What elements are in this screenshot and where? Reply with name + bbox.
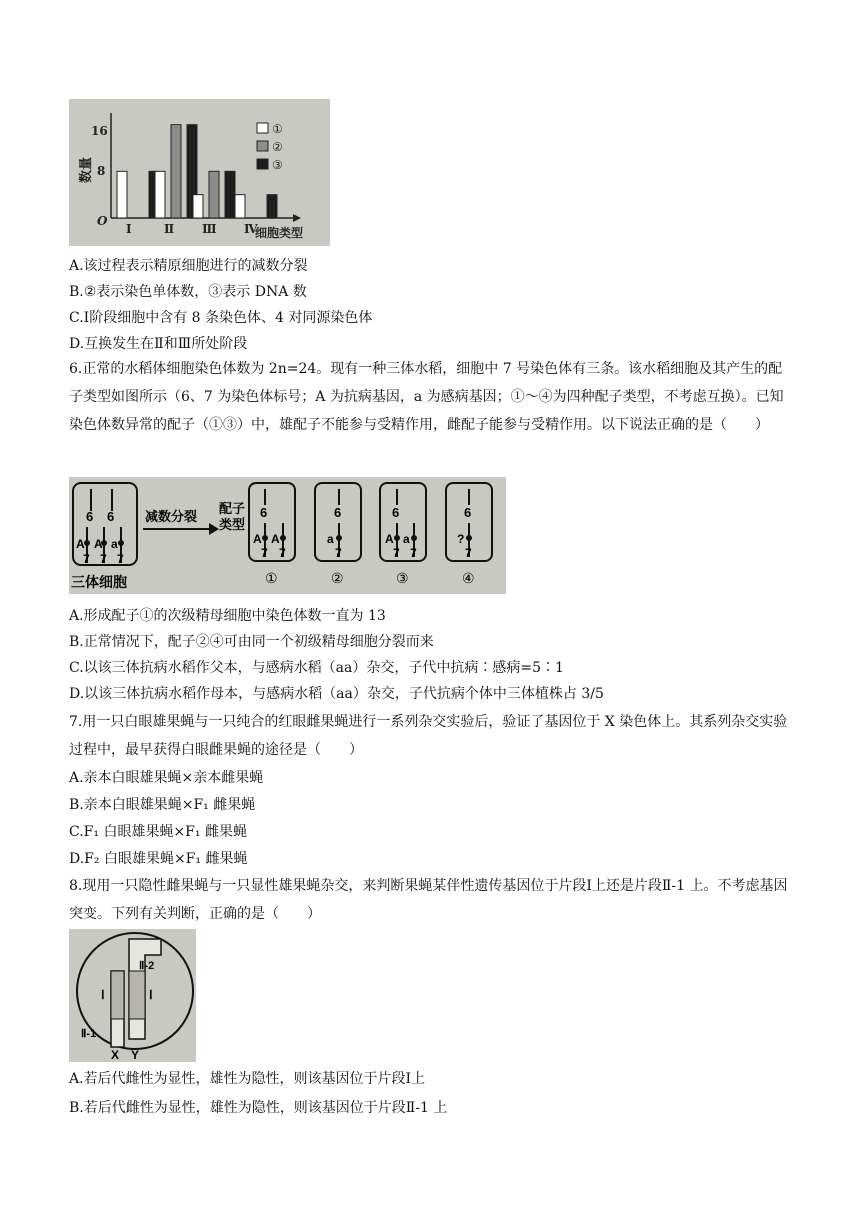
gamete-1-gene-A2: A (271, 532, 280, 546)
bar-2-series-1 (155, 171, 165, 218)
segment-II-2: Ⅱ-2 (139, 960, 155, 972)
q5-option-b: B.②表示染色单体数，③表示 DNA 数 (69, 284, 307, 300)
gamete-1-label-7b: 7 (279, 546, 286, 560)
q6-option-a: A.形成配子①的次级精母细胞中染色体数一直为 13 (69, 608, 386, 624)
q6-option-b: B.正常情况下，配子②④可由同一个初级精母细胞分裂而来 (69, 634, 434, 650)
gamete-3-label-7b: 7 (410, 546, 417, 560)
x-axis-label: 细胞类型 (255, 226, 304, 240)
bar-4-series-1 (235, 195, 245, 218)
x-category-1: Ⅰ (126, 222, 132, 236)
cell-gene-A2: A (94, 537, 103, 551)
q5-option-c: C.Ⅰ阶段细胞中含有 8 条染色体、4 对同源染色体 (69, 310, 373, 326)
q7-option-b: B.亲本白眼雄果蝇×F₁ 雌果蝇 (69, 797, 256, 813)
cell-label-6a: 6 (86, 509, 94, 524)
x-category-3: Ⅲ (202, 222, 217, 236)
q8-stem: 8.现用一只隐性雌果蝇与一只显性雄果蝇杂交，来判断果蝇某伴性遗传基因位于片段Ⅰ上还是片段Ⅱ-1 上。不考虑基因突变。下列有关判断，正确的是（ ） (69, 878, 788, 922)
gamete-3-label-6: 6 (392, 505, 400, 520)
centromere-7a (84, 540, 90, 546)
figure-bar-chart (69, 99, 330, 246)
legend-label-1: ① (272, 122, 283, 136)
origin-label: O (97, 214, 108, 228)
bar-1-series-1 (117, 171, 127, 218)
cell-gene-A1: A (76, 537, 85, 551)
x-category-2: Ⅱ (164, 222, 175, 236)
q7-stem: 7.用一只白眼雄果蝇与一只纯合的红眼雌果蝇进行一系列杂交实验后，验证了基因位于 X 染色体上。其系列杂交实验过程中，最早获得白眼雌果蝇的途径是（ ） (69, 714, 788, 758)
legend-label-2: ② (272, 140, 283, 154)
legend-label-3: ③ (272, 158, 283, 172)
q6-option-d: D.以该三体抗病水稻作母本，与感病水稻（aa）杂交，子代抗病个体中三体植株占 3/5 (69, 686, 604, 702)
gamete-3-gene-A: A (385, 532, 394, 546)
gamete-2-centromere (336, 535, 342, 541)
q7-option-a: A.亲本白眼雄果蝇×亲本雌果蝇 (69, 770, 264, 786)
legend-swatch-2 (257, 141, 268, 151)
y-label: Y (131, 1048, 140, 1062)
gamete-type-label-1: 配子 (219, 501, 246, 516)
y-homologous-region (129, 971, 145, 1019)
figure-trisomy-gametes (69, 477, 506, 594)
legend-swatch-1 (257, 123, 268, 133)
gamete-3-centromere-b (411, 535, 417, 541)
bar-2-series-2 (171, 125, 181, 218)
meiosis-label: 减数分裂 (145, 509, 198, 524)
centromere-7c (118, 540, 124, 546)
q6-option-c: C.以该三体抗病水稻作父本，与感病水稻（aa）杂交，子代中抗病∶感病=5∶1 (69, 660, 564, 676)
q8-option-b: B.若后代雌性为显性，雄性为隐性，则该基因位于片段Ⅱ-1 上 (69, 1100, 448, 1116)
gamete-4-centromere (466, 535, 472, 541)
gamete-2-id: ② (331, 570, 344, 586)
bar-4-series-3 (267, 195, 277, 218)
gamete-1-centromere-a (262, 535, 268, 541)
y-segment-I: Ⅰ (149, 988, 153, 1002)
gamete-3-centromere-a (394, 535, 400, 541)
cell-label-6b: 6 (107, 509, 115, 524)
gamete-1-label-7a: 7 (261, 546, 268, 560)
q5-option-d: D.互换发生在Ⅱ和Ⅲ所处阶段 (69, 336, 248, 352)
q8-option-a: A.若后代雌性为显性，雄性为隐性，则该基因位于片段Ⅰ上 (69, 1071, 426, 1087)
gamete-type-label-2: 类型 (219, 517, 246, 532)
gamete-1-outline (249, 483, 295, 561)
gamete-1-label-6: 6 (260, 505, 268, 520)
legend-swatch-3 (257, 159, 268, 169)
gamete-4-label-6: 6 (464, 505, 472, 520)
xy-diagram-svg (69, 929, 196, 1062)
q5-option-a: A.该过程表示精原细胞进行的减数分裂 (69, 258, 308, 274)
figure-xy-chromosomes (69, 929, 196, 1062)
cell-label-7a: 7 (83, 552, 90, 566)
gamete-4-label-7: 7 (465, 546, 472, 560)
x-axis-arrow (293, 214, 301, 222)
trisomy-cell-label: 三体细胞 (71, 574, 127, 590)
gamete-3-outline (380, 483, 426, 561)
bar-3-series-3 (225, 171, 235, 218)
bar-3-series-1 (193, 195, 203, 218)
gamete-2-gene-a: a (327, 532, 334, 546)
bar-chart-svg (69, 99, 330, 246)
q6-stem: 6.正常的水稻体细胞染色体数为 2n=24。现有一种三体水稻，细胞中 7 号染色体有三条。该水稻细胞及其产生的配子类型如图所示（6、7 为染色体标号；A 为抗病基因，a 为感病基因；①～④为四种配子类型，不考虑互换）。已知染色体数异常的配子（①③）中，雄配子不能参与受精作用，雌配子能参与受精作用。以下说法正确的是（ ） (69, 361, 784, 433)
cell-label-7b: 7 (100, 552, 107, 566)
y-axis-label: 数量 (79, 156, 94, 183)
gamete-3-label-7a: 7 (393, 546, 400, 560)
x-homologous-region (111, 971, 124, 1019)
gamete-1-gene-A1: A (253, 532, 262, 546)
gamete-2-label-6: 6 (334, 505, 342, 520)
x-label: X (111, 1048, 120, 1062)
x-category-4: Ⅳ (244, 222, 258, 236)
q7-option-c: C.F₁ 白眼雄果蝇×F₁ 雌果蝇 (69, 824, 247, 840)
gamete-2-label-7: 7 (335, 546, 342, 560)
cell-label-7c: 7 (117, 552, 124, 566)
gamete-1-centromere-b (280, 535, 286, 541)
x-segment-I: Ⅰ (101, 988, 105, 1002)
gamete-4-id: ④ (462, 570, 475, 586)
meiosis-arrowhead (209, 523, 219, 535)
y-tick-16: 16 (91, 124, 108, 138)
gamete-3-gene-a: a (403, 532, 410, 546)
bar-3-series-2 (209, 171, 219, 218)
gamete-3-id: ③ (396, 570, 409, 586)
gamete-4-gene-unknown: ? (457, 532, 465, 546)
trisomy-diagram-svg (69, 477, 506, 594)
cell-gene-a: a (111, 537, 118, 551)
gamete-1-id: ① (265, 570, 278, 586)
segment-II-1: Ⅱ-1 (81, 1028, 97, 1040)
q7-option-d: D.F₂ 白眼雄果蝇×F₁ 雌果蝇 (69, 851, 248, 867)
y-tick-8: 8 (97, 164, 106, 178)
